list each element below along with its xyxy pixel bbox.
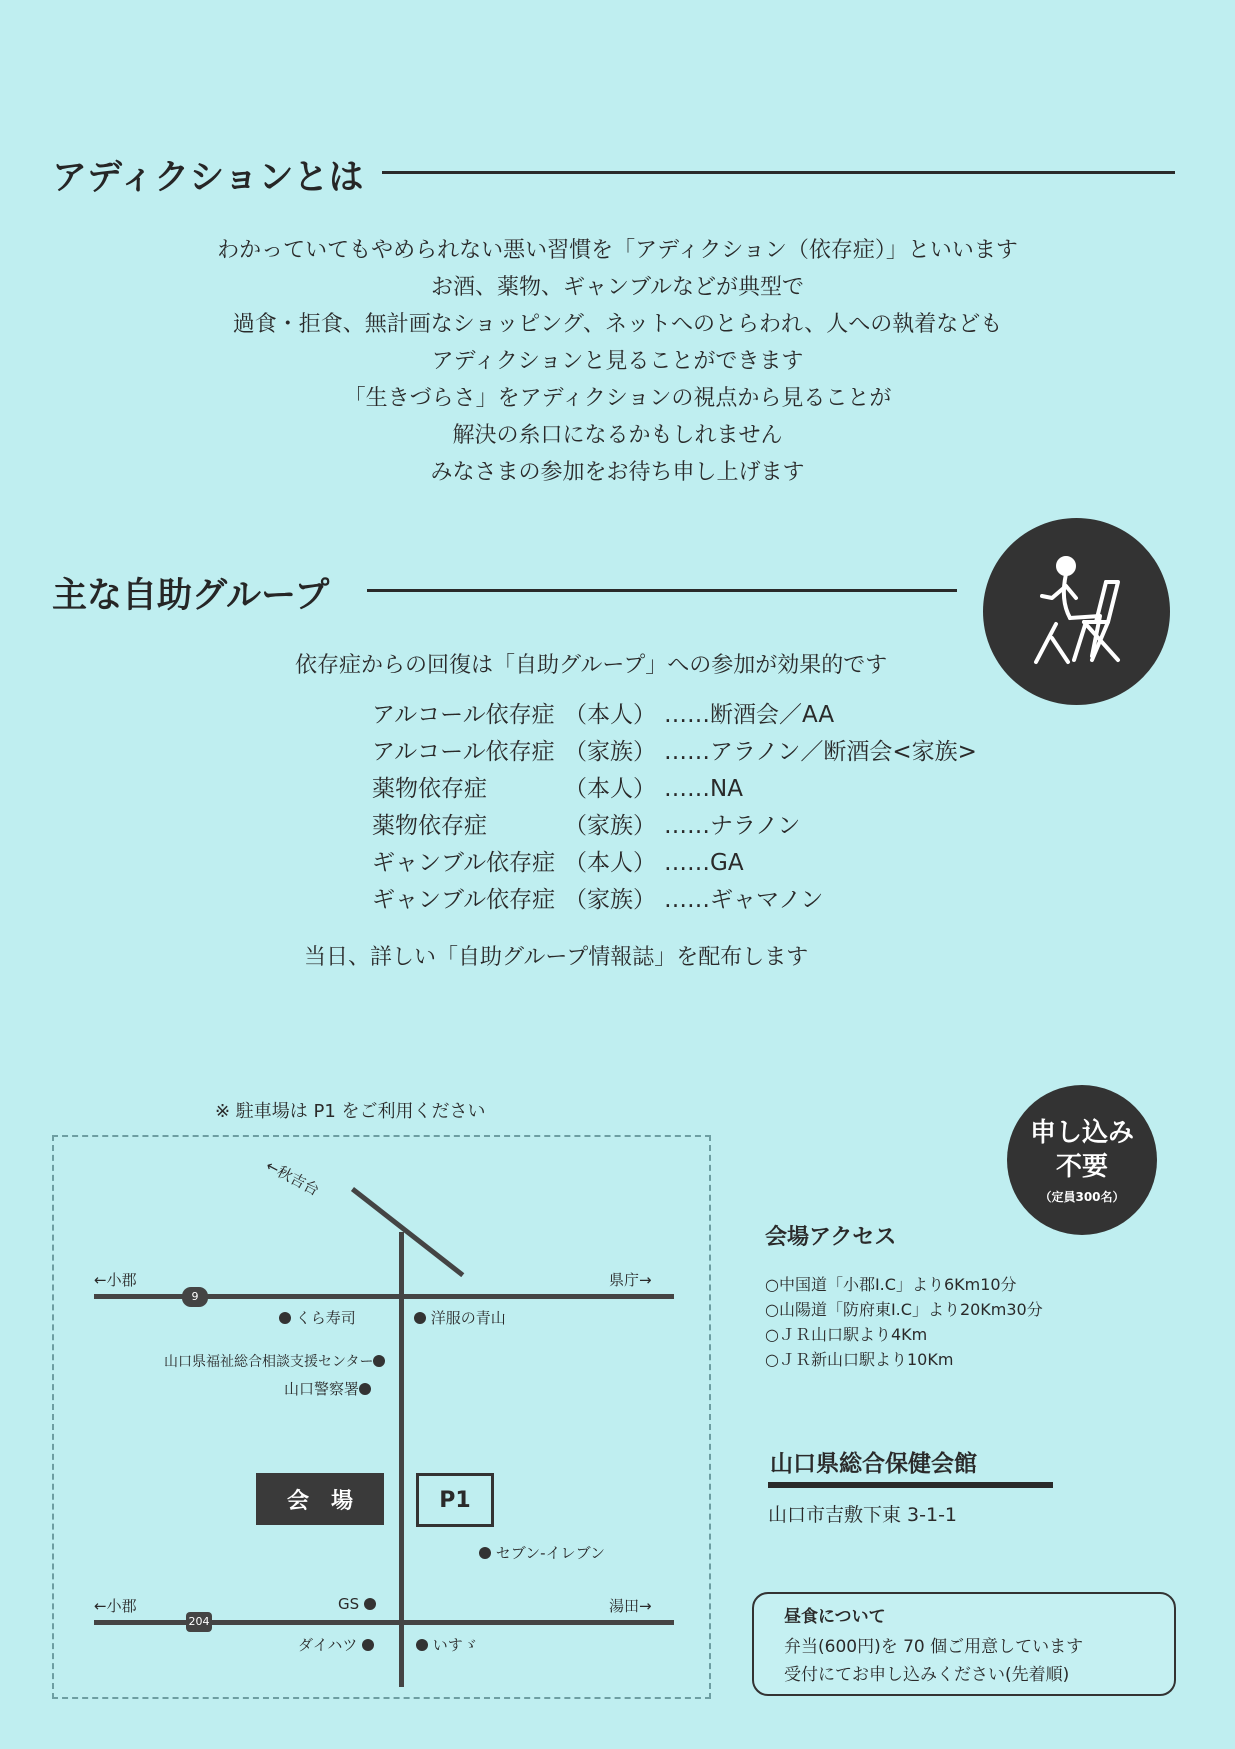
route-9-shield-icon: 9 bbox=[182, 1287, 208, 1307]
addiction-line: わかっていてもやめられない悪い習慣を「アディクション（依存症）」といいます bbox=[217, 238, 1018, 263]
lunch-line2: 受付にてお申し込みください(先着順) bbox=[784, 1665, 1070, 1685]
badge-capacity: （定員300名） bbox=[1039, 1189, 1125, 1204]
location-dot-icon bbox=[416, 1639, 428, 1651]
location-dot-icon bbox=[279, 1312, 291, 1324]
access-item: ○中国道「小郡I.C」より6Km10分 bbox=[765, 1275, 1017, 1294]
map-label-aoyama: 洋服の青山 bbox=[414, 1307, 506, 1328]
badge-line1: 申し込み bbox=[1029, 1117, 1134, 1148]
route-204-shield-icon: 204 bbox=[186, 1612, 212, 1632]
group-dots: …… bbox=[664, 813, 710, 839]
person-in-chair-icon bbox=[1022, 552, 1132, 672]
addiction-heading: アディクションとは bbox=[52, 158, 364, 198]
group-dots: …… bbox=[664, 702, 710, 728]
map-label-seven-eleven: セブン-イレブン bbox=[479, 1542, 605, 1563]
group-condition: ギャンブル依存症 bbox=[372, 850, 556, 876]
group-name: 断酒会／AA bbox=[710, 702, 835, 728]
location-dot-icon bbox=[364, 1598, 376, 1610]
map-label-kura: くら寿司 bbox=[279, 1307, 356, 1328]
map-label-daihatsu: ダイハツ bbox=[298, 1634, 374, 1655]
group-condition: アルコール依存症 bbox=[372, 702, 555, 728]
map-label-gs: GS bbox=[338, 1595, 376, 1613]
addiction-line: お酒、薬物、ギャンブルなどが典型で bbox=[430, 275, 805, 300]
group-name: NA bbox=[710, 776, 743, 802]
vertical-road bbox=[399, 1232, 404, 1687]
access-item: ○ＪＲ山口駅より4Km bbox=[765, 1325, 928, 1344]
map-label-akiyoshidai: ←秋吉台 bbox=[262, 1156, 323, 1200]
group-condition: ギャンブル依存症 bbox=[372, 887, 556, 913]
venue-address: 山口市吉敷下東 3-1-1 bbox=[768, 1504, 958, 1526]
map-label-police: 山口警察署 bbox=[284, 1378, 371, 1399]
location-dot-icon bbox=[479, 1547, 491, 1559]
groups-list bbox=[372, 697, 977, 919]
route-9-road bbox=[94, 1294, 674, 1299]
lunch-line1: 弁当(600円)を 70 個ご用意しています bbox=[784, 1637, 1084, 1657]
seated-person-illustration bbox=[983, 518, 1170, 705]
location-dot-icon bbox=[359, 1383, 371, 1395]
addiction-line: みなさまの参加をお待ち申し上げます bbox=[430, 460, 805, 485]
lunch-info-box bbox=[752, 1592, 1176, 1696]
group-who: （家族） bbox=[564, 887, 656, 913]
access-item: ○山陽道「防府東I.C」より20Km30分 bbox=[765, 1300, 1043, 1319]
group-who: （本人） bbox=[564, 776, 656, 802]
access-item: ○ＪＲ新山口駅より10Km bbox=[765, 1350, 954, 1369]
venue-marker: 会 場 bbox=[256, 1473, 384, 1525]
akiyoshidai-road bbox=[351, 1187, 464, 1277]
groups-heading: 主な自助グループ bbox=[52, 576, 330, 616]
addiction-line: 解決の糸口になるかもしれません bbox=[452, 423, 783, 448]
group-name: アラノン／断酒会<家族> bbox=[710, 739, 977, 765]
access-title: 会場アクセス bbox=[765, 1225, 897, 1250]
map-label-kencho: 県庁→ bbox=[609, 1271, 652, 1289]
location-dot-icon bbox=[414, 1312, 426, 1324]
parking-note: ※ 駐車場は P1 をご利用ください bbox=[215, 1101, 486, 1122]
lunch-title: 昼食について bbox=[784, 1607, 886, 1627]
route-204-road bbox=[94, 1620, 674, 1625]
parking-p1-marker: P1 bbox=[416, 1473, 494, 1527]
map-label-ogori-bottom: ←小郡 bbox=[94, 1597, 137, 1615]
groups-intro: 依存症からの回復は「自助グループ」への参加が効果的です bbox=[295, 653, 888, 678]
venue-name-rule bbox=[768, 1482, 1053, 1488]
group-name: GA bbox=[710, 850, 744, 876]
addiction-heading-rule bbox=[382, 171, 1175, 174]
group-row bbox=[372, 882, 977, 919]
addiction-paragraph bbox=[0, 232, 1235, 491]
group-condition: 薬物依存症 bbox=[372, 813, 487, 839]
groups-note: 当日、詳しい「自助グループ情報誌」を配布します bbox=[304, 945, 809, 970]
group-row bbox=[372, 845, 977, 882]
group-row bbox=[372, 697, 977, 734]
group-dots: …… bbox=[664, 850, 710, 876]
group-row bbox=[372, 808, 977, 845]
group-dots: …… bbox=[664, 887, 710, 913]
group-who: （家族） bbox=[564, 739, 656, 765]
venue-map bbox=[52, 1135, 711, 1699]
map-label-isuzu: いすゞ bbox=[416, 1634, 478, 1655]
group-condition: アルコール依存症 bbox=[372, 739, 555, 765]
group-dots: …… bbox=[664, 776, 710, 802]
group-name: ナラノン bbox=[710, 813, 801, 839]
group-dots: …… bbox=[664, 739, 710, 765]
addiction-line: 「生きづらさ」をアディクションの視点から見ることが bbox=[343, 386, 892, 411]
group-name: ギャマノン bbox=[710, 887, 824, 913]
location-dot-icon bbox=[373, 1355, 385, 1367]
map-label-fukushi: 山口県福祉総合相談支援センター bbox=[164, 1351, 385, 1371]
group-who: （本人） bbox=[564, 850, 656, 876]
venue-name: 山口県総合保健会館 bbox=[770, 1451, 977, 1477]
no-registration-badge bbox=[1007, 1085, 1157, 1235]
group-row bbox=[372, 771, 977, 808]
group-who: （家族） bbox=[564, 813, 656, 839]
addiction-line: 過食・拒食、無計画なショッピング、ネットへのとらわれ、人への執着なども bbox=[232, 312, 1003, 337]
group-row bbox=[372, 734, 977, 771]
map-label-ogori: ←小郡 bbox=[94, 1271, 137, 1289]
groups-heading-rule bbox=[367, 589, 957, 592]
addiction-line: アディクションと見ることができます bbox=[431, 349, 804, 374]
map-label-yuda: 湯田→ bbox=[609, 1597, 652, 1615]
location-dot-icon bbox=[362, 1639, 374, 1651]
group-who: （本人） bbox=[564, 702, 656, 728]
group-condition: 薬物依存症 bbox=[372, 776, 487, 802]
badge-line2: 不要 bbox=[1055, 1151, 1108, 1182]
access-list bbox=[765, 1272, 1043, 1372]
